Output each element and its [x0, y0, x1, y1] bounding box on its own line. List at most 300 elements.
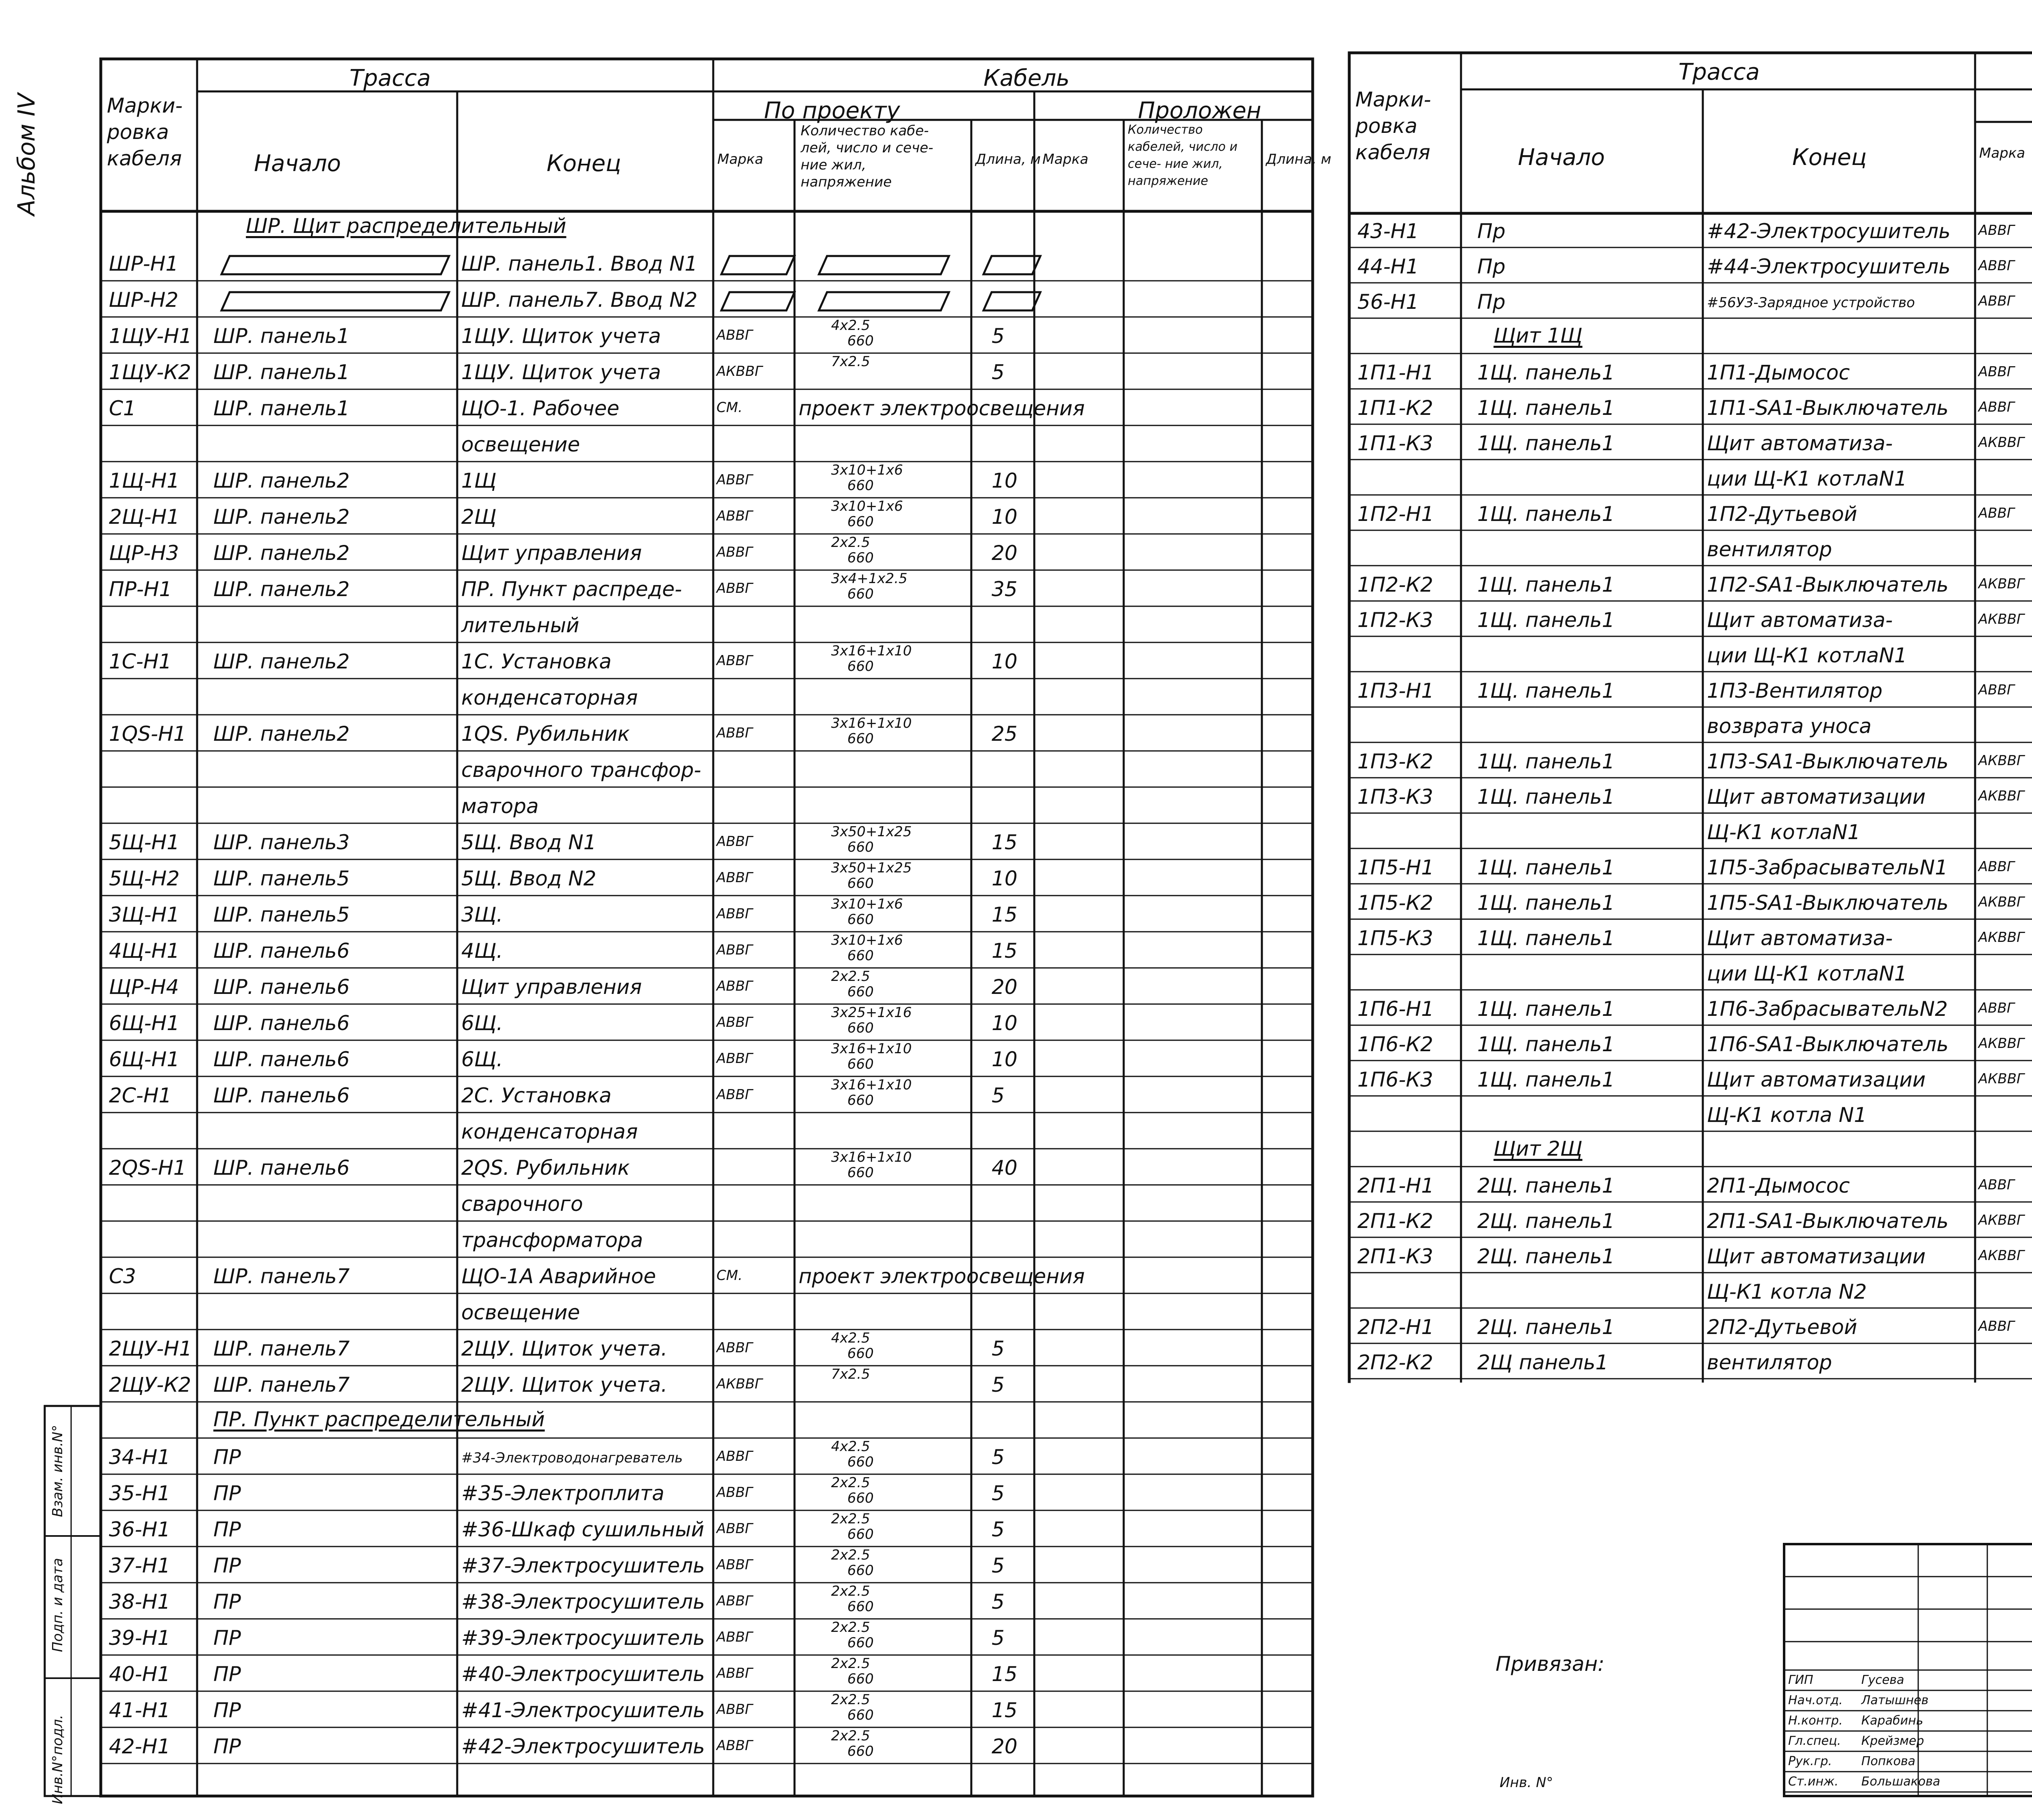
cable-voltage: 660 [847, 1454, 874, 1470]
route-start: ШР. панель1 [213, 397, 350, 420]
route-end: #44-Электросушитель [1707, 255, 1951, 278]
cable-mark: ЩР-Н4 [109, 975, 179, 999]
cable-spec: 4х2.5 [831, 317, 870, 334]
route-start: ШР. панель2 [213, 541, 350, 565]
stamp-role: Рук.гр. [1788, 1754, 1832, 1768]
cable-mark: 1П2-К3 [1357, 608, 1433, 632]
cable-brand: АВВГ [1978, 1318, 2015, 1334]
cable-brand: АКВВГ [716, 363, 762, 380]
route-end: освещение [461, 433, 580, 456]
cable-brand: АВВГ [716, 1014, 753, 1030]
route-end: вентилятор [1707, 538, 1832, 561]
route-end: 1П5-ЗабрасывательN1 [1707, 856, 1948, 879]
route-end: конденсаторная [461, 1120, 638, 1143]
cable-voltage: 660 [847, 477, 874, 494]
route-end: освещение [461, 1301, 580, 1324]
route-start: ШР. панель2 [213, 650, 350, 673]
header-route: Трасса [1678, 59, 1760, 85]
project-note: проект электроосвещения [799, 397, 1085, 420]
route-end: 1П5-SA1-Выключатель [1707, 891, 1949, 915]
route-start: 1Щ. панель1 [1477, 1068, 1615, 1091]
stamp-name: Большакова [1861, 1774, 1941, 1789]
cable-spec: 2х2.5 [831, 1583, 870, 1599]
route-end: Щит автоматизации [1707, 1068, 1926, 1091]
cable-length: 15 [992, 1699, 1018, 1722]
cable-brand: АВВГ [716, 978, 753, 994]
cable-mark: 39-Н1 [109, 1626, 171, 1650]
route-start: ШР. панель6 [213, 1011, 350, 1035]
cable-mark: 43-Н1 [1357, 219, 1419, 243]
route-start: 1Щ. панель1 [1477, 750, 1615, 773]
cable-mark: 2ЩУ-К2 [109, 1373, 191, 1397]
cable-brand: СМ. [716, 399, 742, 416]
header-brand: Марка [717, 151, 764, 167]
route-start: 1Щ. панель1 [1477, 997, 1615, 1021]
cable-brand: АВВГ [716, 1050, 753, 1067]
cable-mark: 5Щ-Н2 [109, 867, 180, 890]
route-start: 1Щ. панель1 [1477, 573, 1615, 597]
cable-spec: 2х2.5 [831, 1511, 870, 1527]
cable-brand: АКВВГ [1978, 788, 2024, 804]
header-brand: Марка [1042, 151, 1089, 167]
cable-brand: АВВГ [716, 870, 753, 886]
cable-spec: 3х4+1х2.5 [831, 571, 907, 587]
blank-placeholder [721, 256, 795, 274]
route-end: #37-Электросушитель [461, 1554, 705, 1577]
cable-mark: ШР-Н1 [109, 252, 179, 275]
cable-spec: 3х16+1х10 [831, 643, 912, 659]
cable-mark: 2Щ-Н1 [109, 505, 180, 529]
route-end: 2П1-Дымосос [1707, 1174, 1850, 1197]
cable-mark: ЩР-Н3 [109, 541, 179, 565]
cable-length: 40 [992, 1156, 1018, 1180]
cable-brand: АВВГ [716, 1448, 753, 1464]
cable-spec: 3х16+1х10 [831, 1077, 912, 1093]
cable-brand: АВВГ [716, 1738, 753, 1754]
cable-voltage: 660 [847, 1671, 874, 1687]
cable-spec: 7х2.5 [831, 354, 870, 370]
cable-brand: АВВГ [716, 1340, 753, 1356]
cable-brand: АКВВГ [1978, 434, 2024, 451]
cable-length: 5 [992, 1482, 1005, 1505]
cable-spec: 2х2.5 [831, 534, 870, 551]
cable-voltage: 660 [847, 550, 874, 566]
cable-brand: АВВГ [716, 653, 753, 669]
header-cable: Кабель [983, 65, 1070, 91]
route-end: Щ-К1 котла N1 [1707, 1103, 1867, 1127]
route-end: 6Щ. [461, 1048, 503, 1071]
route-start: 1Щ. панель1 [1477, 608, 1615, 632]
cable-mark: 37-Н1 [109, 1554, 171, 1577]
route-end: 1П1-Дымосос [1707, 361, 1850, 384]
cable-brand: АКВВГ [1978, 894, 2024, 910]
cable-spec: 2х2.5 [831, 1655, 870, 1672]
cable-length: 5 [992, 1373, 1005, 1397]
header-laid-count: кабелей, число и [1128, 140, 1237, 154]
cable-length: 15 [992, 831, 1018, 854]
cable-mark: 44-Н1 [1357, 255, 1419, 278]
cable-length: 10 [992, 469, 1018, 492]
cable-mark: 2С-Н1 [109, 1084, 172, 1107]
stamp-role: Ст.инж. [1788, 1774, 1839, 1789]
cable-mark: 1ЩУ-Н1 [109, 324, 192, 348]
route-start: ШР. панель6 [213, 1048, 350, 1071]
header-laid: Проложен [1138, 98, 1261, 124]
blank-placeholder [819, 256, 949, 274]
cable-length: 5 [992, 1590, 1005, 1614]
cable-mark: 1П3-Н1 [1357, 679, 1434, 703]
cable-mark: 42-Н1 [109, 1735, 171, 1758]
cable-mark: 3Щ-Н1 [109, 903, 180, 926]
cable-brand: АВВГ [1978, 293, 2015, 309]
cable-mark: 1П5-Н1 [1357, 856, 1434, 879]
route-end: Щ-К1 котла N2 [1707, 1280, 1867, 1304]
cable-length: 10 [992, 505, 1018, 529]
header-laid-count: Количество [1128, 123, 1203, 137]
cable-mark: 1П6-Н1 [1357, 997, 1434, 1021]
route-start: ШР. панель7 [213, 1265, 350, 1288]
blank-placeholder [983, 256, 1040, 274]
route-start: Пр [1477, 290, 1506, 314]
cable-voltage: 660 [847, 731, 874, 747]
cable-brand: АКВВГ [1978, 611, 2024, 627]
route-end: 1П3-SA1-Выключатель [1707, 750, 1949, 773]
route-start: 1Щ. панель1 [1477, 856, 1615, 879]
stamp-role: Гл.спец. [1788, 1734, 1841, 1748]
route-start: 1Щ. панель1 [1477, 891, 1615, 915]
cable-voltage: 660 [847, 1562, 874, 1579]
route-start: ШР. панель1 [213, 324, 350, 348]
cable-spec: 2х2.5 [831, 968, 870, 985]
cable-length: 5 [992, 1445, 1005, 1469]
attached-label: Привязан: [1496, 1652, 1605, 1676]
section-title: Щит 2Щ [1494, 1137, 1583, 1161]
cable-voltage: 660 [847, 1743, 874, 1759]
cable-voltage: 660 [847, 911, 874, 928]
route-start: 2Щ. панель1 [1477, 1245, 1615, 1268]
route-start: ШР. панель6 [213, 975, 350, 999]
cable-mark: 2П1-Н1 [1357, 1174, 1434, 1197]
header-count: лей, число и сече- [801, 140, 934, 156]
route-end: 6Щ. [461, 1011, 503, 1035]
cable-length: 15 [992, 903, 1018, 926]
route-start: 1Щ. панель1 [1477, 1033, 1615, 1056]
cable-brand: АКВВГ [1978, 753, 2024, 769]
cable-spec: 3х10+1х6 [831, 462, 903, 478]
header-mark: Марки- [107, 94, 183, 117]
route-end: Щ-К1 котлаN1 [1707, 820, 1860, 844]
cable-length: 35 [992, 577, 1018, 601]
cable-length: 15 [992, 1662, 1018, 1686]
route-start: ШР. панель6 [213, 1156, 350, 1180]
route-end: Щит автоматиза- [1707, 432, 1893, 455]
cable-voltage: 660 [847, 514, 874, 530]
cable-voltage: 660 [847, 948, 874, 964]
cable-spec: 2х2.5 [831, 1728, 870, 1744]
header-mark: кабеля [107, 147, 182, 170]
cable-voltage: 660 [847, 1635, 874, 1651]
route-end: ции Щ-К1 котлаN1 [1707, 962, 1907, 985]
header-by-project: По проекту [764, 98, 900, 124]
cable-mark: 2QS-Н1 [109, 1156, 187, 1180]
cable-mark: 1ЩУ-К2 [109, 360, 191, 384]
cable-brand: АВВГ [1978, 859, 2015, 875]
route-end: 1П3-Вентилятор [1707, 679, 1883, 703]
cable-spec: 3х16+1х10 [831, 1041, 912, 1057]
cable-spec: 3х10+1х6 [831, 932, 903, 948]
cable-mark: 1П5-К2 [1357, 891, 1433, 915]
route-end: #36-Шкаф сушильный [461, 1518, 704, 1541]
route-end: 1П2-Дутьевой [1707, 502, 1857, 526]
route-start: ШР. панель5 [213, 867, 350, 890]
cable-length: 10 [992, 1011, 1018, 1035]
cable-length: 5 [992, 1554, 1005, 1577]
route-end: вентилятор [1707, 1351, 1832, 1374]
cable-mark: 1П6-К2 [1357, 1033, 1433, 1056]
header-mark: Марки- [1355, 88, 1431, 111]
cable-spec: 4х2.5 [831, 1438, 870, 1455]
blank-placeholder [983, 292, 1040, 310]
cable-length: 20 [992, 975, 1018, 999]
cable-brand: АВВГ [716, 1701, 753, 1718]
route-end: трансформатора [461, 1228, 643, 1252]
cable-brand: АВВГ [716, 1557, 753, 1573]
side-sign-date: Подп. и дата [50, 1558, 66, 1652]
route-end: Щит автоматиза- [1707, 926, 1893, 950]
cable-length: 20 [992, 541, 1018, 565]
cable-brand: АВВГ [716, 1593, 753, 1609]
cable-mark: 1П3-К3 [1357, 785, 1433, 809]
cable-mark: 34-Н1 [109, 1445, 171, 1469]
cable-length: 5 [992, 1337, 1005, 1360]
route-end: 2П2-Дутьевой [1707, 1315, 1857, 1339]
stamp-name: Латышнев [1861, 1693, 1929, 1707]
cable-length: 25 [992, 722, 1018, 746]
route-start: 1Щ. панель1 [1477, 432, 1615, 455]
cable-brand: АВВГ [716, 327, 753, 343]
cable-mark: 1П1-Н1 [1357, 361, 1434, 384]
cable-mark: ПР-Н1 [109, 577, 172, 601]
cable-mark: 1П5-К3 [1357, 926, 1433, 950]
cable-voltage: 660 [847, 1490, 874, 1506]
cable-voltage: 660 [847, 1599, 874, 1615]
route-end: 2С. Установка [461, 1084, 612, 1107]
route-end: сварочного [461, 1192, 583, 1216]
route-end: конденсаторная [461, 686, 638, 709]
header-mark: ровка [107, 120, 169, 144]
header-start: Начало [1518, 144, 1605, 171]
route-end: ПР. Пункт распреде- [461, 577, 682, 601]
cable-mark: 6Щ-Н1 [109, 1011, 180, 1035]
cable-mark: 38-Н1 [109, 1590, 171, 1614]
blank-placeholder [721, 292, 795, 310]
route-end: #42-Электросушитель [461, 1735, 705, 1758]
cable-spec: 3х10+1х6 [831, 498, 903, 514]
cable-brand: АВВГ [716, 508, 753, 524]
header-count: ние жил, [801, 157, 866, 173]
cable-voltage: 660 [847, 1345, 874, 1362]
route-end: #35-Электроплита [461, 1482, 664, 1505]
cable-brand: АКВВГ [716, 1376, 762, 1392]
project-note: проект электроосвещения [799, 1265, 1085, 1288]
cable-brand: АВВГ [716, 472, 753, 488]
route-end: 3Щ. [461, 903, 503, 926]
cable-length: 10 [992, 867, 1018, 890]
route-end: 2QS. Рубильник [461, 1156, 630, 1180]
route-end: #42-Электросушитель [1707, 219, 1951, 243]
route-end: 1С. Установка [461, 650, 612, 673]
cable-brand: АКВВГ [1978, 1212, 2024, 1228]
cable-brand: АВВГ [1978, 682, 2015, 698]
cable-brand: АКВВГ [1978, 929, 2024, 946]
route-start: ПР [213, 1735, 241, 1758]
blank-placeholder [221, 292, 449, 310]
route-end: 2П1-SA1-Выключатель [1707, 1209, 1949, 1233]
blank-placeholder [819, 292, 949, 310]
cable-length: 5 [992, 1518, 1005, 1541]
cable-mark: 1П6-К3 [1357, 1068, 1433, 1091]
section-title: ПР. Пункт распределительный [213, 1408, 545, 1431]
route-end: 1ЩУ. Щиток учета [461, 360, 661, 384]
cable-mark: 1П1-К2 [1357, 396, 1433, 420]
route-end: матора [461, 794, 539, 818]
stamp-name: Гусева [1861, 1673, 1904, 1687]
route-start: ПР [213, 1662, 241, 1686]
cable-mark: 2ЩУ-Н1 [109, 1337, 192, 1360]
cable-voltage: 660 [847, 984, 874, 1000]
cable-mark: 56-Н1 [1357, 290, 1419, 314]
route-end: #41-Электросушитель [461, 1699, 705, 1722]
route-end: 1П1-SA1-Выключатель [1707, 396, 1949, 420]
route-start: 1Щ. панель1 [1477, 785, 1615, 809]
route-end: 5Щ. Ввод N1 [461, 831, 597, 854]
route-end: Щит управления [461, 975, 642, 999]
stamp-name: Попкова [1861, 1754, 1916, 1768]
route-start: 2Щ панель1 [1477, 1351, 1609, 1374]
route-start: ШР. панель7 [213, 1337, 350, 1360]
route-end: 2ЩУ. Щиток учета. [461, 1337, 668, 1360]
header-length: Длина, м [1266, 151, 1331, 167]
route-end: ШР. панель1. Ввод N1 [461, 252, 698, 275]
cable-mark: 1П2-К2 [1357, 573, 1433, 597]
cable-voltage: 660 [847, 1092, 874, 1108]
route-start: ШР. панель2 [213, 722, 350, 746]
route-start: 2Щ. панель1 [1477, 1315, 1615, 1339]
cable-mark: 2П2-Н1 [1357, 1315, 1434, 1339]
route-start: ПР [213, 1590, 241, 1614]
route-start: ШР. панель5 [213, 903, 350, 926]
cable-spec: 3х16+1х10 [831, 1149, 912, 1165]
route-end: Щит автоматизации [1707, 1245, 1926, 1268]
cable-length: 10 [992, 1048, 1018, 1071]
header-length: Длина, м [975, 151, 1041, 167]
cable-length: 5 [992, 1084, 1005, 1107]
cable-voltage: 660 [847, 839, 874, 855]
cable-brand: АВВГ [716, 1629, 753, 1645]
cable-mark: ШР-Н2 [109, 288, 179, 312]
cable-brand: АВВГ [716, 725, 753, 741]
route-end: 1П2-SA1-Выключатель [1707, 573, 1949, 597]
stamp-role: Н.контр. [1788, 1714, 1843, 1728]
cable-mark: 1Щ-Н1 [109, 469, 180, 492]
route-start: ПР [213, 1699, 241, 1722]
cable-spec: 3х50+1х25 [831, 824, 912, 840]
route-end: 5Щ. Ввод N2 [461, 867, 597, 890]
route-end: #39-Электросушитель [461, 1626, 705, 1650]
header-end: Конец [1792, 144, 1867, 171]
route-start: 1Щ. панель1 [1477, 926, 1615, 950]
cable-brand: АВВГ [716, 1521, 753, 1537]
cable-mark: 1QS-Н1 [109, 722, 187, 746]
cable-mark: 4Щ-Н1 [109, 939, 180, 963]
route-start: ШР. панель2 [213, 469, 350, 492]
cable-spec: 7х2.5 [831, 1366, 870, 1382]
route-end: 1QS. Рубильник [461, 722, 630, 746]
cable-brand: АВВГ [716, 942, 753, 958]
cable-spec: 2х2.5 [831, 1475, 870, 1491]
route-start: ШР. панель7 [213, 1373, 350, 1397]
route-end: ШР. панель7. Ввод N2 [461, 288, 698, 312]
cable-mark: 1П3-К2 [1357, 750, 1433, 773]
header-laid-count: сече- ние жил, [1128, 157, 1223, 171]
cable-spec: 3х16+1х10 [831, 715, 912, 731]
header-brand: Марка [1979, 145, 2025, 161]
route-end: 2ЩУ. Щиток учета. [461, 1373, 668, 1397]
cable-brand: АВВГ [1978, 258, 2015, 274]
route-start: 1Щ. панель1 [1477, 361, 1615, 384]
cable-spec: 3х25+1х16 [831, 1004, 912, 1021]
stamp-role: ГИП [1788, 1673, 1813, 1687]
cable-spec: 3х50+1х25 [831, 860, 912, 876]
cable-mark: 1П1-К3 [1357, 432, 1433, 455]
route-start: ПР [213, 1482, 241, 1505]
cable-brand: АВВГ [716, 1665, 753, 1681]
cable-brand: АВВГ [716, 1484, 753, 1501]
cable-mark: 1С-Н1 [109, 650, 172, 673]
cable-brand: АВВГ [1978, 1177, 2015, 1193]
cable-mark: 6Щ-Н1 [109, 1048, 180, 1071]
route-start: ШР. панель1 [213, 360, 350, 384]
cable-brand: АВВГ [1978, 364, 2015, 380]
cable-mark: С1 [109, 397, 136, 420]
route-end: ции Щ-К1 котлаN1 [1707, 467, 1907, 490]
album-label: Альбом IV [13, 93, 40, 216]
route-start: Пр [1477, 255, 1506, 278]
cable-length: 5 [992, 1626, 1005, 1650]
cable-brand: АВВГ [716, 906, 753, 922]
route-end: #40-Электросушитель [461, 1662, 705, 1686]
cable-spec: 2х2.5 [831, 1692, 870, 1708]
cable-length: 5 [992, 360, 1005, 384]
cable-voltage: 660 [847, 1165, 874, 1181]
cable-voltage: 660 [847, 875, 874, 892]
route-end: ЩО-1А Аварийное [461, 1265, 656, 1288]
route-end: 2Щ [461, 505, 497, 529]
cable-voltage: 660 [847, 1056, 874, 1072]
route-end: сварочного трансфор- [461, 758, 701, 782]
route-start: ШР. панель2 [213, 577, 350, 601]
inv-no-label: Инв. N° [1500, 1774, 1553, 1791]
cable-voltage: 660 [847, 1020, 874, 1036]
cable-spec: 4х2.5 [831, 1330, 870, 1346]
route-start: 2Щ. панель1 [1477, 1209, 1615, 1233]
cable-voltage: 660 [847, 333, 874, 349]
route-end: 1Щ [461, 469, 497, 492]
side-inv-orig: Инв.N°подл. [50, 1714, 66, 1805]
cable-brand: АВВГ [716, 1087, 753, 1103]
route-start: 1Щ. панель1 [1477, 396, 1615, 420]
route-start: ПР [213, 1445, 241, 1469]
